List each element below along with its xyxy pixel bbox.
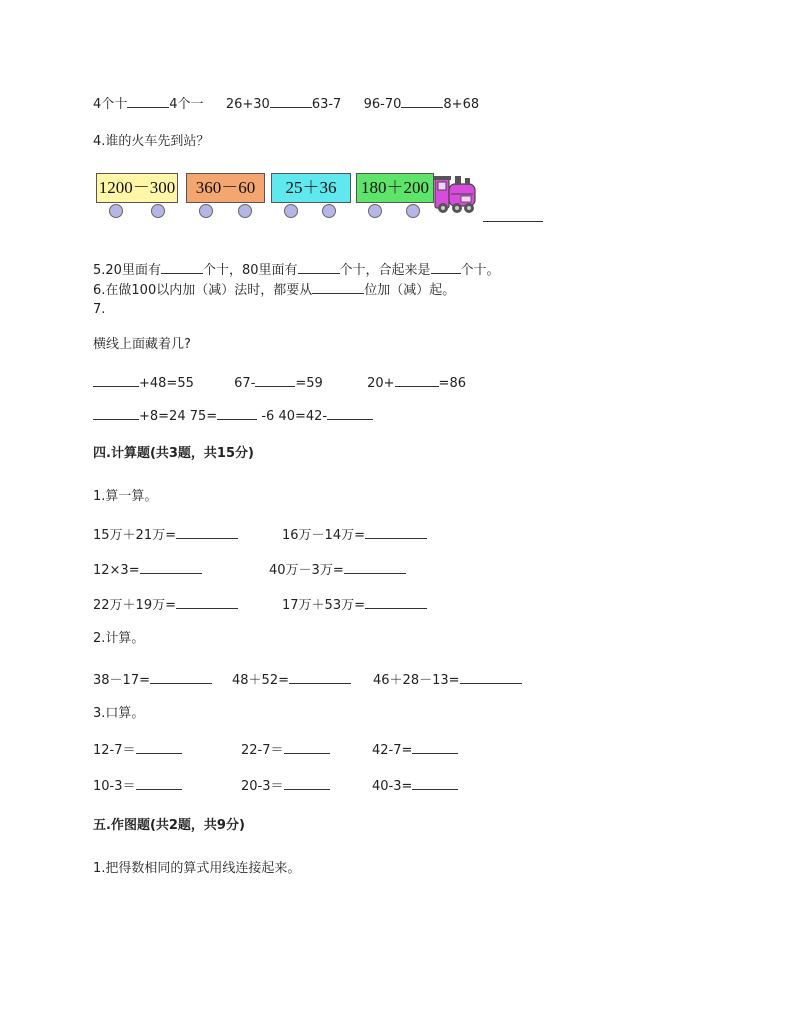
calc-expr: 15万＋21万= [93,528,176,543]
q7-expr: 40=42- [278,409,328,424]
q7-blank-3[interactable] [395,373,439,387]
calc-blank[interactable] [284,776,330,790]
q6-text-2: 位加（减）起。 [364,283,456,298]
q7-row-1 [93,373,466,393]
calc-item [282,595,427,615]
s4-q2-title: 2.计算。 [93,631,145,646]
s4-q3-title: 3.口算。 [93,706,145,721]
calc-expr: 46＋28－13= [373,673,460,688]
calc-blank[interactable] [412,740,458,754]
q7-expr: 67- [234,376,256,391]
calc-item [93,776,182,796]
q3-c: 26+30 [225,97,270,112]
calc-item [373,670,522,690]
q3-a: 4个十 [93,97,128,112]
q7-expr: +48=55 [139,376,194,391]
calc-expr: 16万－14万= [282,528,365,543]
calc-expr: 42-7= [372,743,413,758]
wheel [199,204,213,218]
q4-answer-blank[interactable] [483,208,543,222]
wheel [284,204,298,218]
section-5-heading: 五.作图题(共2题，共9分) [93,818,245,833]
q3-e: 96-70 [363,97,402,112]
calc-expr: 12-7＝ [93,743,136,758]
q3-f: 8+68 [443,97,480,112]
calc-blank[interactable] [365,525,427,539]
q7-expr: -6 [261,409,275,424]
q7-blank-6[interactable] [327,406,373,420]
q5-text-3: 个十，合起来是 [339,263,431,278]
q5-text-4: 个十。 [460,263,500,278]
q7-blank-4[interactable] [93,406,139,420]
calc-expr: 40万－3万= [269,563,344,578]
calc-blank[interactable] [460,670,522,684]
calc-blank[interactable] [365,595,427,609]
calc-item [93,560,202,580]
wheel [109,204,123,218]
calc-expr: 22万＋19万= [93,598,176,613]
q7-number: 7. [93,302,106,317]
q3-blank-1[interactable] [127,94,169,108]
calc-blank[interactable] [412,776,458,790]
q3-compare-row [93,94,479,114]
q3-d: 63-7 [311,97,342,112]
train-car-1: 1200－300 [96,173,178,203]
q7-row-2 [93,406,373,426]
q5-blank-3[interactable] [431,260,461,274]
calc-item [372,776,458,796]
calc-expr: 12×3= [93,563,140,578]
train-car-2: 360－60 [186,173,265,203]
wheel [322,204,336,218]
calc-blank[interactable] [136,740,182,754]
q3-b: 4个一 [169,97,204,112]
q6-text-1: 6.在做100以内加（减）法时，都要从 [93,283,313,298]
q5-blank-2[interactable] [298,260,340,274]
s5-q1-text: 1.把得数相同的算式用线连接起来。 [93,861,301,876]
calc-item [93,740,182,760]
q5-text-2: 个十，80里面有 [202,263,298,278]
q7-expr: +8=24 [139,409,186,424]
q7-blank-1[interactable] [93,373,139,387]
calc-blank[interactable] [284,740,330,754]
s4-q1-title: 1.算一算。 [93,489,158,504]
calc-item [269,560,406,580]
q5-row [93,260,500,280]
q7-expr: =59 [295,376,323,391]
train-car-3: 25＋36 [271,173,351,203]
calc-item [241,740,330,760]
wheel [406,204,420,218]
calc-expr: 38－17= [93,673,150,688]
q3-blank-2[interactable] [270,94,312,108]
q4-title: 4.谁的火车先到站？ [93,134,210,149]
calc-item [372,740,458,760]
calc-expr: 20-3＝ [241,779,284,794]
q7-blank-2[interactable] [255,373,295,387]
q6-blank[interactable] [312,280,364,294]
calc-blank[interactable] [176,525,238,539]
q5-text-1: 5.20里面有 [93,263,161,278]
calc-item [232,670,351,690]
calc-blank[interactable] [289,670,351,684]
calc-expr: 17万＋53万= [282,598,365,613]
q7-expr: 20+ [367,376,395,391]
wheel [238,204,252,218]
wheel [151,204,165,218]
calc-blank[interactable] [176,595,238,609]
calc-blank[interactable] [150,670,212,684]
calc-expr: 10-3＝ [93,779,136,794]
calc-blank[interactable] [140,560,202,574]
wheel [368,204,382,218]
section-4-heading: 四.计算题(共3题，共15分) [93,446,254,461]
q7-prompt: 横线上面藏着几? [93,337,191,352]
calc-item [241,776,330,796]
train-car-4: 180＋200 [356,173,434,203]
calc-item [93,670,212,690]
calc-blank[interactable] [344,560,406,574]
q7-blank-5[interactable] [217,406,257,420]
q5-blank-1[interactable] [161,260,203,274]
q6-row [93,280,455,300]
q7-expr: 75= [189,409,218,424]
calc-expr: 48＋52= [232,673,289,688]
calc-item [93,595,238,615]
calc-blank[interactable] [136,776,182,790]
q3-blank-3[interactable] [401,94,443,108]
q7-expr: =86 [438,376,466,391]
calc-expr: 22-7＝ [241,743,284,758]
calc-expr: 40-3= [372,779,413,794]
locomotive-icon [433,168,481,216]
calc-item [282,525,427,545]
calc-item [93,525,238,545]
